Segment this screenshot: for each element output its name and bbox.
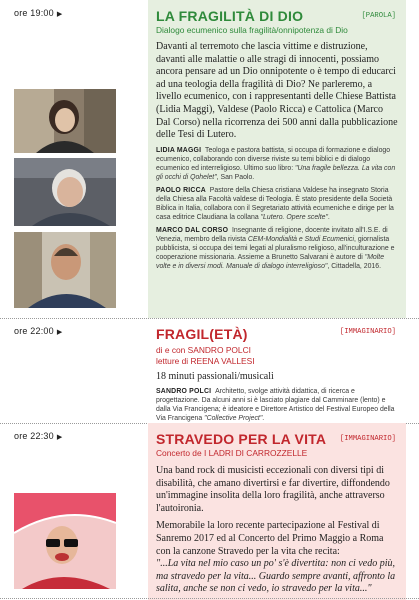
event-3-paragraph-1: Una band rock di musicisti eccezionali con diversi tipi di disabilità, che amano divertirsi e far divertire, diffondendo un'immagine insolita della loro fragilità, anche attraverso l'autoironia. — [156, 465, 390, 514]
photo-paolo-ricca — [14, 158, 116, 226]
event-1-title: LA FRAGILITÀ DI DIO — [156, 8, 304, 24]
event-3-title: STRAVEDO PER LA VITA — [156, 431, 327, 447]
event-2-line-1: di e con SANDRO POLCI — [156, 345, 251, 355]
event-1-time: ore 19:00 ▶ — [14, 8, 63, 18]
play-arrow-icon: ▶ — [56, 434, 63, 441]
divider — [0, 598, 419, 599]
event-2-line-2: letture di REENA VALLESI — [156, 356, 255, 366]
event-2-time: ore 22:00 ▶ — [14, 326, 63, 336]
event-3-quote: "...La vita nel mio caso un po' s'è divertita: non ci vedo più, ma stravedo per la vita... Guardo sempre avanti, affronto la salita, anche se non ci vedo, io stravedo per la vita..." — [156, 558, 396, 595]
event-3-subtitle: Concerto de I LADRI DI CARROZZELLE — [156, 448, 308, 458]
bio-lidia-maggi: LIDIA MAGGI Teologa e pastora battista, si occupa di formazione e dialogo ecumenico, collaborando con diverse riviste su temi biblici e di dialogo ecumenico ed interreligioso. Ultimo suo libro: "Una fragile bellezza. La vita con gli occhi di Qohelet", San Paolo. — [156, 146, 396, 181]
bio-name: PAOLO RICCA — [156, 186, 206, 194]
event-2-tag: [IMMAGINARIO] — [339, 328, 396, 336]
event-1-description: Davanti al terremoto che lascia vittime e distruzione, davanti alle malattie o alle stragi di innocenti, possiamo ancora pensare ad un Dio onnipotente o è tempo di educarci ad una teologia della fragilità di Dio? Ne parleremo, a livello ecumenico, con i rappresentanti delle Chiese Battista (Lidia Maggi), Valdese (Paolo Ricca) e Cattolica (Marco Dal Corso) nella ricorrenza dei 500 anni dalla pubblicazione delle Tesi di Lutero. — [156, 41, 398, 141]
event-2-panel — [148, 318, 406, 423]
play-arrow-icon: ▶ — [56, 329, 63, 336]
bio-name: MARCO DAL CORSO — [156, 226, 229, 234]
event-3-paragraph-2: Memorabile la loro recente partecipazione al Festival di Sanremo 2017 ed al Concerto del Primo Maggio a Roma con la canzone Stravedo per la vita che recita: — [156, 520, 384, 557]
event-2-duration: 18 minuti passionali/musicali — [156, 371, 274, 382]
event-1-panel — [148, 0, 406, 318]
event-3 — [0, 423, 419, 600]
photo-ladri-di-carrozzelle — [14, 493, 116, 589]
event-1-subtitle: Dialogo ecumenico sulla fragilità/onnipotenza di Dio — [156, 25, 348, 35]
bio-name: SANDRO POLCI — [156, 387, 212, 395]
bio-marco-dal-corso: MARCO DAL CORSO Insegnante di religione, docente invitato all'I.S.E. di Venezia, membro della rivista CEM-Mondialità e Studi Ecumenici, giornalista pubblicista, si occupa dei temi legati al pluralismo religioso, all'inculturazione e cooperazione missionaria. Assieme a Brunetto Salvarani è autore di "Molte volte e in diversi modi. Manuale di dialogo interreligioso", Cittadella, 2016. — [156, 226, 395, 270]
event-3-tag: [IMMAGINARIO] — [339, 435, 396, 443]
bio-sandro-polci: SANDRO POLCI Architetto, svolge attività didattica, di ricerca e progettazione. Da alcuni anni si è lasciato plagiare dal Camminare (lento) e dalla Via Francigena; è ideatore e Direttore Artistico del Festival Europeo della Via Francigena "Collective Project". — [156, 387, 395, 422]
play-arrow-icon: ▶ — [56, 11, 63, 18]
bio-paolo-ricca: PAOLO RICCA Pastore della Chiesa cristiana Valdese ha insegnato Storia della Chiesa alla Facoltà valdese di Teologia. È stato presidente della Società Biblica in Italia, collabora con il Segretariato attività ecumeniche e dirige per la casa editrice Claudiana la collana "Lutero. Opere scelte". — [156, 186, 394, 221]
event-1-tag: [PAROLA] — [361, 12, 396, 20]
event-3-panel — [148, 423, 406, 600]
event-2 — [0, 318, 419, 423]
photo-marco-dal-corso — [14, 232, 116, 308]
event-3-time: ore 22:30 ▶ — [14, 431, 63, 441]
photo-lidia-maggi — [14, 89, 116, 153]
bio-name: LIDIA MAGGI — [156, 146, 202, 154]
event-2-title: FRAGIL(ETÀ) — [156, 326, 248, 342]
